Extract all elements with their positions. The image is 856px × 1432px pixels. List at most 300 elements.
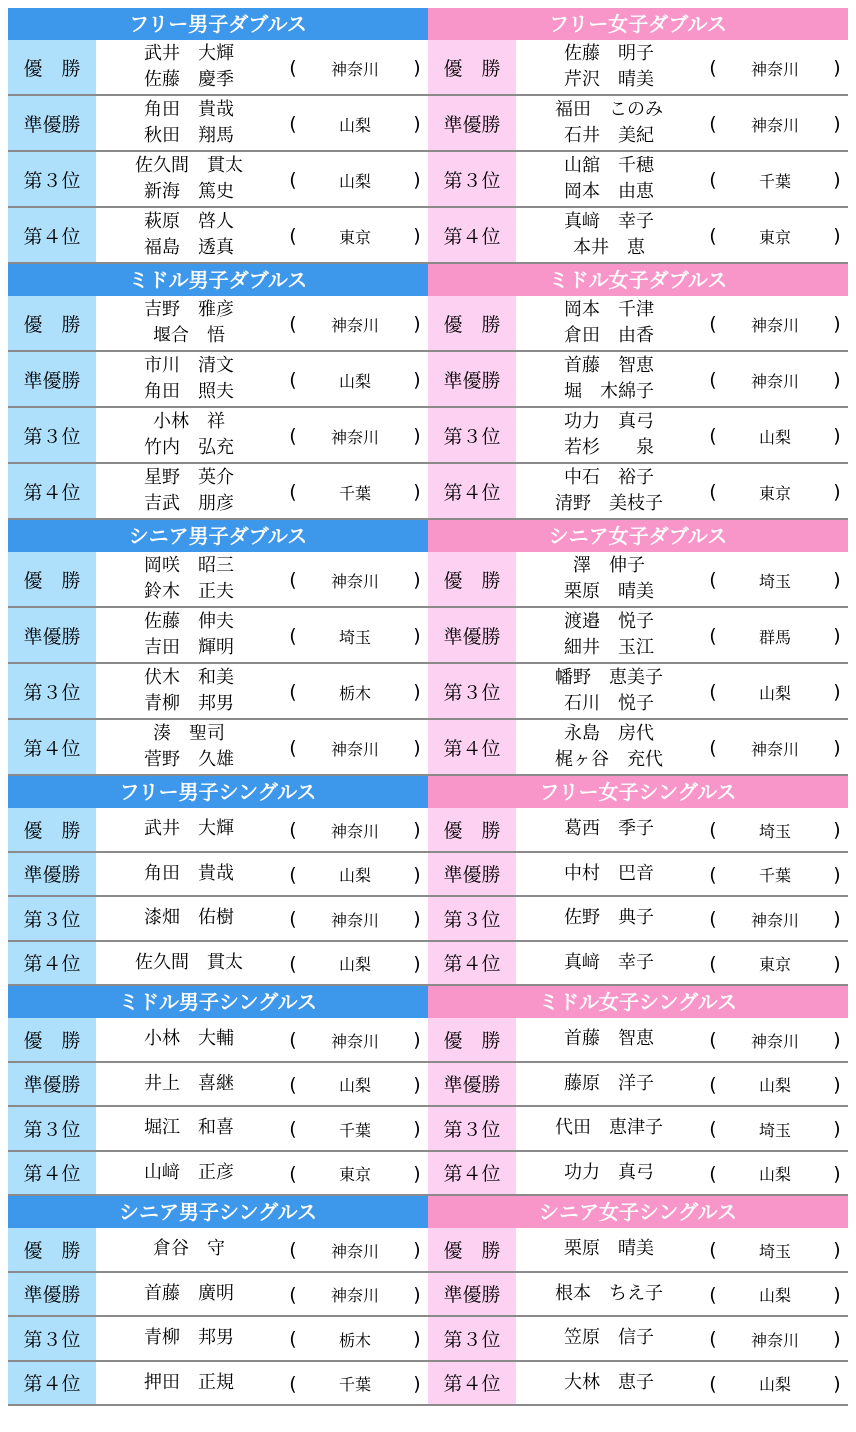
rank-label: 準優勝: [428, 1273, 516, 1316]
prefecture: [702, 897, 848, 940]
player-name: 佐久間 貫太: [135, 951, 243, 973]
result-row: [428, 1273, 848, 1318]
prefecture: [702, 352, 848, 406]
prefecture-name: 山梨: [338, 955, 371, 975]
player-names: [96, 608, 282, 662]
result-row: [8, 352, 428, 408]
result-row: [428, 208, 848, 264]
prefecture: [282, 296, 428, 350]
result-row: [428, 96, 848, 152]
result-row: [428, 552, 848, 608]
paren-close: ): [413, 225, 421, 247]
paren-open: (: [289, 819, 297, 842]
player-name: 中石 裕子: [564, 467, 654, 488]
paren-open: (: [289, 481, 297, 503]
player-name: 新海 篤史: [144, 181, 234, 202]
event-section: [428, 776, 848, 986]
player-names: [516, 608, 702, 662]
rank-label: 第３位: [8, 408, 96, 462]
prefecture-name: 神奈川: [330, 571, 379, 591]
event-section: [8, 8, 428, 264]
player-name: 福島 透真: [144, 237, 234, 258]
player-name: 倉田 由香: [564, 325, 654, 346]
player-names: [96, 808, 282, 851]
prefecture: [702, 96, 848, 150]
player-names: [516, 352, 702, 406]
player-name: 岡本 由恵: [564, 181, 654, 202]
player-name: 山﨑 正彦: [144, 1161, 234, 1183]
paren-close: ): [413, 737, 421, 759]
prefecture: [282, 664, 428, 718]
paren-close: ): [833, 425, 841, 447]
result-row: [8, 853, 428, 898]
player-names: [96, 1228, 282, 1271]
player-names: [516, 1107, 702, 1150]
player-name: 倉谷 守: [153, 1238, 225, 1260]
paren-close: ): [413, 952, 421, 975]
player-names: [516, 942, 702, 985]
player-names: [96, 1107, 282, 1150]
player-name: 真﨑 幸子: [564, 951, 654, 973]
prefecture: [702, 152, 848, 206]
player-names: [516, 1273, 702, 1316]
rank-label: 優 勝: [428, 1018, 516, 1061]
rank-label: 準優勝: [428, 96, 516, 150]
paren-open: (: [289, 863, 297, 886]
paren-open: (: [289, 425, 297, 447]
player-names: [96, 40, 282, 94]
paren-open: (: [289, 737, 297, 759]
player-name: 岡本 千津: [564, 299, 654, 320]
prefecture: [282, 96, 428, 150]
prefecture-name: 神奈川: [330, 427, 379, 447]
result-row: [428, 352, 848, 408]
player-name: 武井 大輝: [144, 818, 234, 840]
player-names: [96, 464, 282, 518]
player-names: [96, 1273, 282, 1316]
paren-close: ): [413, 169, 421, 191]
result-row: [428, 152, 848, 208]
rank-label: 第４位: [428, 1152, 516, 1195]
player-name: 石井 美紀: [564, 125, 654, 146]
women-results-column: [428, 8, 848, 1406]
paren-close: ): [413, 908, 421, 931]
paren-open: (: [289, 625, 297, 647]
prefecture: [282, 208, 428, 262]
prefecture-name: 神奈川: [750, 910, 799, 930]
result-row: [428, 1152, 848, 1197]
prefecture-name: 群馬: [758, 627, 791, 647]
rank-label: 準優勝: [8, 853, 96, 896]
result-row: [8, 552, 428, 608]
prefecture: [702, 1152, 848, 1195]
player-name: 角田 照夫: [144, 381, 234, 402]
paren-open: (: [709, 625, 717, 647]
rank-label: 第４位: [8, 464, 96, 518]
player-name: 伏木 和美: [144, 667, 234, 688]
player-names: [516, 1317, 702, 1360]
player-name: 本井 恵: [573, 237, 645, 258]
paren-open: (: [709, 369, 717, 391]
paren-open: (: [289, 1328, 297, 1351]
result-row: [428, 853, 848, 898]
prefecture: [282, 1362, 428, 1405]
player-names: [96, 352, 282, 406]
prefecture-name: 埼玉: [758, 571, 791, 591]
rank-label: 第４位: [8, 1362, 96, 1405]
player-names: [96, 853, 282, 896]
player-name: 細井 玉江: [564, 637, 654, 658]
paren-open: (: [289, 1162, 297, 1185]
rank-label: 第４位: [428, 942, 516, 985]
paren-close: ): [833, 1372, 841, 1395]
result-row: [428, 897, 848, 942]
result-row: [8, 208, 428, 264]
player-names: [96, 152, 282, 206]
result-row: [428, 1063, 848, 1108]
result-row: [428, 664, 848, 720]
prefecture: [282, 1228, 428, 1271]
paren-close: ): [413, 1239, 421, 1262]
player-name: 葛西 季子: [564, 818, 654, 840]
rank-label: 準優勝: [428, 1063, 516, 1106]
result-row: [428, 608, 848, 664]
paren-close: ): [833, 569, 841, 591]
player-name: 永島 房代: [564, 723, 654, 744]
paren-close: ): [413, 1073, 421, 1096]
player-name: 代田 恵津子: [555, 1117, 663, 1139]
paren-open: (: [289, 908, 297, 931]
rank-label: 準優勝: [8, 1273, 96, 1316]
player-name: 星野 英介: [144, 467, 234, 488]
player-name: 功力 真弓: [564, 1161, 654, 1183]
paren-open: (: [289, 57, 297, 79]
rank-label: 第４位: [8, 208, 96, 262]
paren-close: ): [413, 1118, 421, 1141]
paren-close: ): [413, 481, 421, 503]
paren-close: ): [413, 625, 421, 647]
result-row: [428, 1018, 848, 1063]
player-names: [96, 296, 282, 350]
result-row: [8, 408, 428, 464]
player-names: [516, 1152, 702, 1195]
player-names: [516, 853, 702, 896]
player-names: [516, 208, 702, 262]
event-section: [8, 986, 428, 1196]
paren-close: ): [413, 313, 421, 335]
paren-open: (: [289, 569, 297, 591]
player-names: [516, 408, 702, 462]
player-name: 福田 このみ: [555, 99, 663, 120]
event-title: ミドル女子シングルス: [428, 986, 848, 1018]
prefecture: [702, 1063, 848, 1106]
player-name: 鈴木 正夫: [144, 581, 234, 602]
prefecture-name: 神奈川: [330, 1241, 379, 1261]
paren-close: ): [833, 1162, 841, 1185]
player-names: [516, 808, 702, 851]
prefecture: [282, 608, 428, 662]
paren-open: (: [709, 908, 717, 931]
paren-close: ): [833, 819, 841, 842]
player-names: [96, 96, 282, 150]
event-title: シニア女子ダブルス: [428, 520, 848, 552]
player-name: 山舘 千穂: [564, 155, 654, 176]
rank-label: 第４位: [8, 942, 96, 985]
prefecture-name: 埼玉: [338, 627, 371, 647]
rank-label: 優 勝: [8, 808, 96, 851]
paren-close: ): [833, 481, 841, 503]
player-name: 押田 正規: [144, 1371, 234, 1393]
paren-close: ): [413, 57, 421, 79]
prefecture-name: 山梨: [338, 115, 371, 135]
result-row: [8, 1107, 428, 1152]
player-name: 芹沢 晴美: [564, 69, 654, 90]
paren-open: (: [289, 681, 297, 703]
event-title: フリー男子シングルス: [8, 776, 428, 808]
paren-close: ): [413, 681, 421, 703]
prefecture: [282, 720, 428, 774]
prefecture-name: 神奈川: [330, 910, 379, 930]
player-names: [516, 1063, 702, 1106]
prefecture: [702, 1362, 848, 1405]
paren-open: (: [709, 737, 717, 759]
player-names: [96, 1317, 282, 1360]
result-row: [8, 152, 428, 208]
prefecture-name: 東京: [338, 227, 371, 247]
prefecture-name: 神奈川: [750, 115, 799, 135]
paren-close: ): [833, 1073, 841, 1096]
paren-open: (: [289, 369, 297, 391]
paren-open: (: [709, 952, 717, 975]
prefecture: [282, 552, 428, 606]
result-row: [428, 464, 848, 520]
player-names: [96, 942, 282, 985]
player-name: 堀 木綿子: [564, 381, 654, 402]
prefecture-name: 神奈川: [330, 1031, 379, 1051]
paren-open: (: [709, 1372, 717, 1395]
event-section: [428, 1196, 848, 1406]
player-names: [516, 1362, 702, 1405]
player-name: 佐藤 慶季: [144, 69, 234, 90]
paren-close: ): [833, 1328, 841, 1351]
rank-label: 準優勝: [8, 352, 96, 406]
paren-close: ): [833, 113, 841, 135]
result-row: [8, 808, 428, 853]
rank-label: 第３位: [428, 408, 516, 462]
paren-close: ): [833, 681, 841, 703]
paren-close: ): [413, 369, 421, 391]
player-name: 青柳 邦男: [144, 693, 234, 714]
result-row: [8, 464, 428, 520]
rank-label: 第４位: [428, 464, 516, 518]
prefecture: [282, 808, 428, 851]
prefecture-name: 千葉: [758, 171, 791, 191]
event-title: ミドル女子ダブルス: [428, 264, 848, 296]
player-names: [516, 464, 702, 518]
rank-label: 優 勝: [428, 40, 516, 94]
player-name: 幡野 恵美子: [555, 667, 663, 688]
player-name: 栗原 晴美: [564, 1238, 654, 1260]
player-names: [516, 897, 702, 940]
player-name: 小林 祥: [153, 411, 225, 432]
player-name: 根本 ちえ子: [555, 1282, 663, 1304]
prefecture-name: 神奈川: [330, 1286, 379, 1306]
player-names: [96, 408, 282, 462]
event-section: [428, 986, 848, 1196]
event-title: フリー女子ダブルス: [428, 8, 848, 40]
paren-open: (: [709, 1118, 717, 1141]
rank-label: 優 勝: [8, 552, 96, 606]
paren-close: ): [833, 1118, 841, 1141]
result-row: [8, 664, 428, 720]
event-title: シニア女子シングルス: [428, 1196, 848, 1228]
paren-close: ): [833, 863, 841, 886]
rank-label: 優 勝: [8, 1018, 96, 1061]
player-name: 竹内 弘充: [144, 437, 234, 458]
prefecture: [282, 464, 428, 518]
prefecture-name: 山梨: [758, 1286, 791, 1306]
prefecture-name: 神奈川: [330, 315, 379, 335]
paren-close: ): [413, 1029, 421, 1052]
prefecture-name: 埼玉: [758, 1241, 791, 1261]
prefecture: [702, 552, 848, 606]
player-names: [516, 1018, 702, 1061]
rank-label: 第４位: [428, 720, 516, 774]
rank-label: 優 勝: [8, 296, 96, 350]
prefecture-name: 山梨: [338, 371, 371, 391]
prefecture: [702, 853, 848, 896]
player-name: 渡邉 悦子: [564, 611, 654, 632]
prefecture: [702, 296, 848, 350]
prefecture-name: 山梨: [338, 171, 371, 191]
rank-label: 優 勝: [428, 552, 516, 606]
player-name: 石川 悦子: [564, 693, 654, 714]
paren-open: (: [289, 225, 297, 247]
player-name: 首藤 廣明: [144, 1282, 234, 1304]
paren-close: ): [833, 952, 841, 975]
paren-close: ): [833, 1239, 841, 1262]
player-name: 堰合 悟: [153, 325, 225, 346]
player-name: 湊 聖司: [153, 723, 225, 744]
result-row: [8, 897, 428, 942]
prefecture: [702, 1317, 848, 1360]
rank-label: 準優勝: [8, 96, 96, 150]
paren-open: (: [289, 1283, 297, 1306]
result-row: [8, 942, 428, 987]
prefecture: [702, 1228, 848, 1271]
player-name: 角田 貴哉: [144, 99, 234, 120]
prefecture: [702, 1107, 848, 1150]
rank-label: 準優勝: [8, 1063, 96, 1106]
prefecture-name: 神奈川: [330, 821, 379, 841]
event-section: [428, 8, 848, 264]
event-title: シニア男子シングルス: [8, 1196, 428, 1228]
rank-label: 第３位: [428, 664, 516, 718]
player-names: [516, 552, 702, 606]
rank-label: 第３位: [428, 152, 516, 206]
rank-label: 第３位: [8, 152, 96, 206]
result-row: [8, 296, 428, 352]
prefecture-name: 神奈川: [750, 1330, 799, 1350]
result-row: [8, 608, 428, 664]
paren-close: ): [413, 113, 421, 135]
prefecture: [702, 464, 848, 518]
event-title: ミドル男子ダブルス: [8, 264, 428, 296]
paren-close: ): [833, 908, 841, 931]
paren-open: (: [709, 57, 717, 79]
player-names: [516, 720, 702, 774]
prefecture-name: 栃木: [338, 683, 371, 703]
result-row: [8, 1362, 428, 1407]
rank-label: 第３位: [428, 897, 516, 940]
player-name: 若杉 泉: [564, 437, 654, 458]
player-name: 角田 貴哉: [144, 862, 234, 884]
prefecture: [702, 1273, 848, 1316]
paren-close: ): [833, 57, 841, 79]
result-row: [428, 1107, 848, 1152]
prefecture-name: 神奈川: [750, 1031, 799, 1051]
player-names: [516, 152, 702, 206]
rank-label: 優 勝: [8, 40, 96, 94]
prefecture: [282, 853, 428, 896]
player-names: [516, 664, 702, 718]
paren-close: ): [833, 1029, 841, 1052]
paren-close: ): [413, 425, 421, 447]
paren-open: (: [709, 313, 717, 335]
paren-open: (: [709, 1328, 717, 1351]
prefecture: [282, 1317, 428, 1360]
player-names: [96, 897, 282, 940]
player-name: 清野 美枝子: [555, 493, 663, 514]
player-names: [96, 552, 282, 606]
player-name: 井上 喜継: [144, 1072, 234, 1094]
paren-open: (: [289, 1029, 297, 1052]
player-names: [516, 296, 702, 350]
prefecture-name: 神奈川: [750, 371, 799, 391]
result-row: [8, 96, 428, 152]
prefecture: [282, 897, 428, 940]
prefecture-name: 山梨: [758, 427, 791, 447]
prefecture-name: 東京: [338, 1165, 371, 1185]
prefecture-name: 東京: [758, 483, 791, 503]
result-row: [8, 1317, 428, 1362]
prefecture-name: 神奈川: [750, 739, 799, 759]
player-names: [516, 1228, 702, 1271]
rank-label: 第３位: [428, 1107, 516, 1150]
prefecture-name: 東京: [758, 955, 791, 975]
paren-close: ): [833, 225, 841, 247]
paren-open: (: [289, 169, 297, 191]
paren-open: (: [709, 1239, 717, 1262]
event-title: ミドル男子シングルス: [8, 986, 428, 1018]
paren-close: ): [413, 1162, 421, 1185]
prefecture-name: 埼玉: [758, 821, 791, 841]
paren-close: ): [833, 1283, 841, 1306]
player-name: 佐野 典子: [564, 907, 654, 929]
rank-label: 優 勝: [8, 1228, 96, 1271]
paren-open: (: [289, 1239, 297, 1262]
player-names: [96, 208, 282, 262]
player-name: 堀江 和喜: [144, 1117, 234, 1139]
paren-open: (: [289, 313, 297, 335]
prefecture-name: 山梨: [758, 1076, 791, 1096]
result-row: [8, 1063, 428, 1108]
paren-close: ): [413, 569, 421, 591]
result-row: [428, 40, 848, 96]
paren-open: (: [289, 952, 297, 975]
player-names: [96, 720, 282, 774]
paren-close: ): [833, 625, 841, 647]
